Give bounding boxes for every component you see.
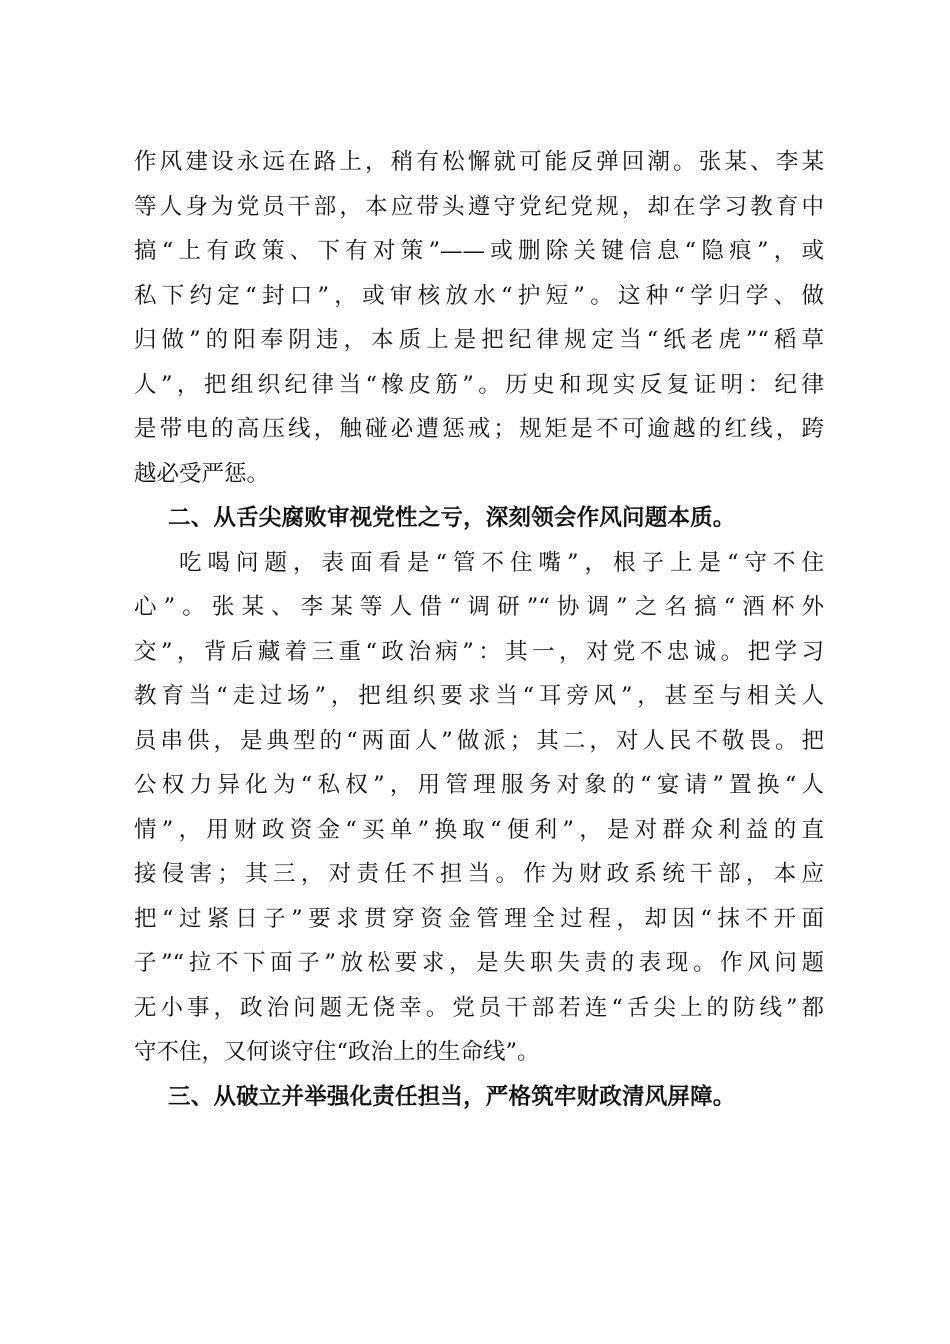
- paragraph-line: 交”，背后藏着三重“政治病”：其一，对党不忠诚。把学习: [134, 638, 824, 665]
- paragraph-line: 作风建设永远在路上，稍有松懈就可能反弹回潮。张某、李某: [134, 149, 824, 175]
- section-heading-3: 三、从破立并举强化责任担当，严格筑牢财政清风屏障。: [168, 1083, 736, 1110]
- paragraph-line: 接侵害；其三，对责任不担当。作为财政系统干部，本应: [134, 861, 824, 887]
- document-body: [134, 140, 824, 1119]
- paragraph-line: 人”，把组织纪律当“橡皮筋”。历史和现实反复证明：纪律: [134, 371, 824, 398]
- paragraph-line: 把“过紧日子”要求贯穿资金管理全过程，却因“抹不开面: [134, 905, 824, 932]
- paragraph-line: 心”。张某、李某等人借“调研”“协调”之名搞“酒杯外: [134, 594, 824, 620]
- paragraph-line: 搞“上有政策、下有对策”——或删除关键信息“隐痕”，或: [134, 238, 824, 264]
- paragraph-line: 等人身为党员干部，本应带头遵守党纪党规，却在学习教育中: [134, 193, 824, 220]
- paragraph-line: 子”“拉不下面子”放松要求，是失职失责的表现。作风问题: [134, 950, 824, 976]
- paragraph-line: 吃喝问题，表面看是“管不住嘴”，根子上是“守不住: [179, 549, 824, 576]
- paragraph-line: 情”，用财政资金“买单”换取“便利”，是对群众利益的直: [134, 816, 824, 843]
- paragraph-line: 私下约定“封口”，或审核放水“护短”。这种“学归学、做: [134, 282, 824, 309]
- paragraph-line: 是带电的高压线，触碰必遭惩戒；规矩是不可逾越的红线，跨: [134, 416, 824, 442]
- paragraph-line: 公权力异化为“私权”，用管理服务对象的“宴请”置换“人: [134, 772, 824, 798]
- paragraph-line: 越必受严惩。: [134, 460, 270, 487]
- section-heading-2: 二、从舌尖腐败审视党性之亏，深刻领会作风问题本质。: [168, 505, 736, 531]
- paragraph-line: 员串供，是典型的“两面人”做派；其二，对人民不敬畏。把: [134, 727, 824, 754]
- paragraph-1: [134, 140, 824, 496]
- paragraph-line: 无小事，政治问题无侥幸。党员干部若连“舌尖上的防线”都: [134, 994, 824, 1021]
- paragraph-line: 归做”的阳奉阴违，本质上是把纪律规定当“纸老虎”“稻草: [134, 327, 824, 353]
- paragraph-2: [134, 541, 824, 1075]
- paragraph-line: 守不住，又何谈守住“政治上的生命线”。: [134, 1039, 540, 1065]
- paragraph-line: 教育当“走过场”，把组织要求当“耳旁风”，甚至与相关人: [134, 683, 824, 709]
